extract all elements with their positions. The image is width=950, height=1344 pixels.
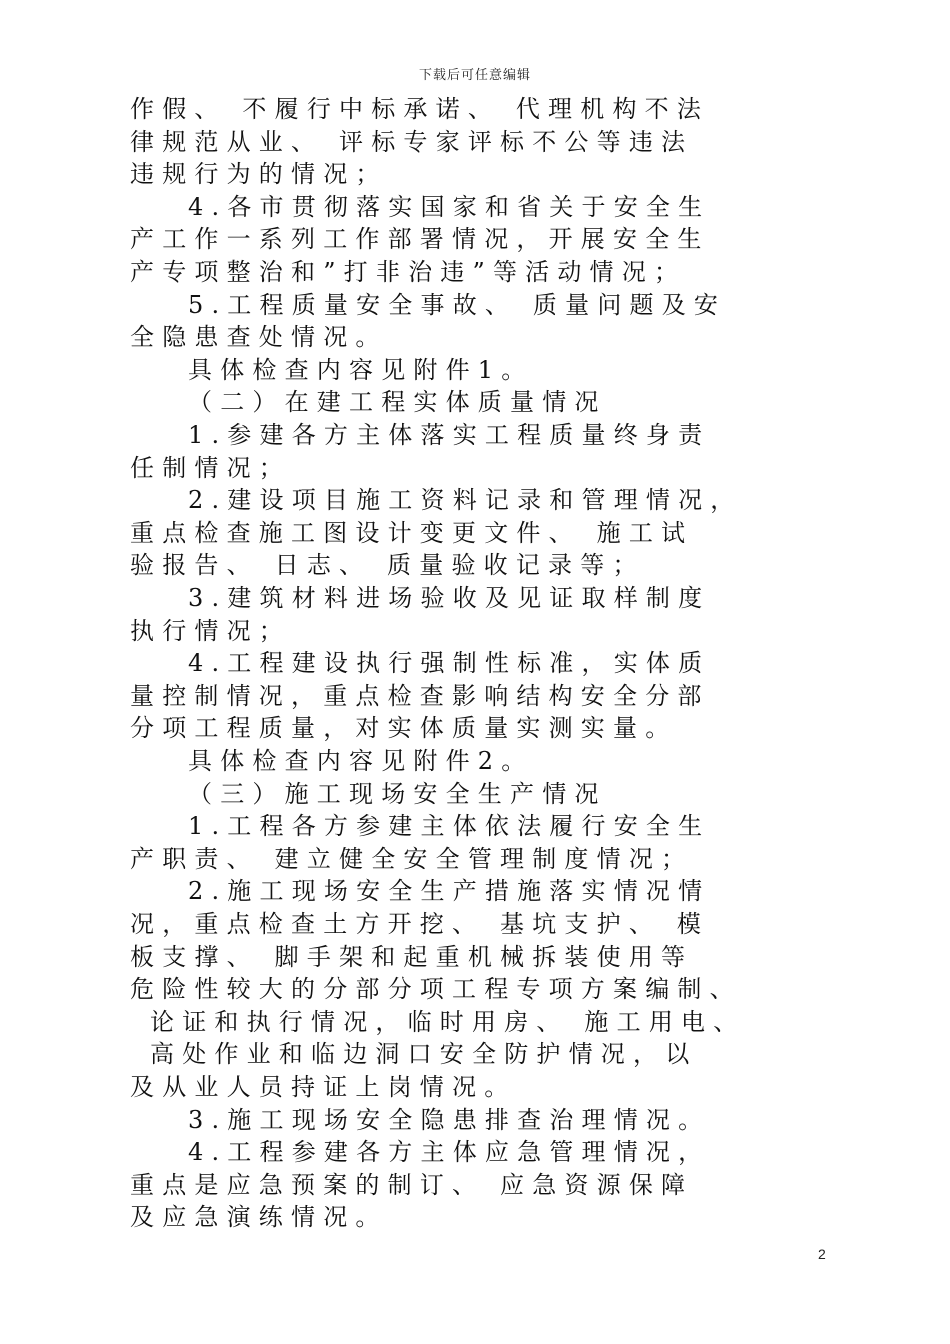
text-line: 产工作一系列工作部署情况，开展安全生: [130, 225, 710, 254]
text-line: 5.工程质量安全事故、 质量问题及安: [188, 290, 727, 319]
text-line: 况，重点检查土方开挖、 基坑支护、 模: [130, 910, 710, 938]
text-line: 3.建筑材料进场验收及见证取样制度: [188, 584, 711, 612]
text-line: 及应急演练情况。: [130, 1203, 388, 1232]
text-line: 危险性较大的分部分项工程专项方案编制、: [130, 975, 742, 1004]
text-line: 3.施工现场安全隐患排查治理情况。: [188, 1105, 711, 1134]
text-line: 论证和执行情况，临时用房、 施工用电、: [150, 1007, 746, 1036]
text-line: （二）在建工程实体质量情况: [188, 388, 607, 417]
text-line: 高处作业和临边洞口安全防护情况，以: [150, 1040, 698, 1069]
text-line: 1.参建各方主体落实工程质量终身责: [188, 421, 711, 449]
text-line: 产职责、 建立健全安全管理制度情况；: [130, 844, 694, 873]
text-line: 4.各市贯彻落实国家和省关于安全生: [188, 192, 711, 221]
text-line: 2.施工现场安全生产措施落实情况情: [188, 877, 711, 906]
text-line: 律规范从业、 评标专家评标不公等违法: [130, 127, 694, 156]
text-line: 产专项整治和”打非治违”等活动情况；: [130, 258, 687, 286]
text-line: 执行情况；: [130, 616, 291, 645]
text-line: 重点检查施工图设计变更文件、 施工试: [130, 518, 694, 547]
text-line: 量控制情况，重点检查影响结构安全分部: [130, 681, 710, 710]
text-line: 违规行为的情况；: [130, 160, 388, 189]
text-line: 验报告、 日志、 质量验收记录等；: [130, 551, 645, 580]
page-number: 2: [818, 1246, 826, 1262]
text-line: （三）施工现场安全生产情况: [188, 779, 607, 808]
text-line: 1.工程各方参建主体依法履行安全生: [188, 812, 711, 841]
text-line: 分项工程质量，对实体质量实测实量。: [130, 714, 678, 743]
text-line: 作假、 不履行中标承诺、 代理机构不法: [130, 95, 710, 123]
text-line: 全隐患查处情况。: [130, 323, 388, 352]
text-line: 重点是应急预案的制订、 应急资源保障: [130, 1170, 694, 1199]
text-line: 板支撑、 脚手架和起重机械拆装使用等: [130, 942, 694, 971]
text-line: 4.工程建设执行强制性标准，实体质: [188, 649, 711, 678]
text-line: 2.建设项目施工资料记录和管理情况，: [188, 486, 743, 515]
text-line: 4.工程参建各方主体应急管理情况，: [188, 1138, 711, 1167]
text-line: 任制情况；: [130, 453, 291, 482]
page-header: 下载后可任意编辑: [418, 68, 531, 83]
text-line: 具体检查内容见附件2。: [188, 747, 534, 775]
text-line: 具体检查内容见附件1。: [188, 355, 534, 384]
text-line: 及从业人员持证上岗情况。: [130, 1073, 517, 1101]
